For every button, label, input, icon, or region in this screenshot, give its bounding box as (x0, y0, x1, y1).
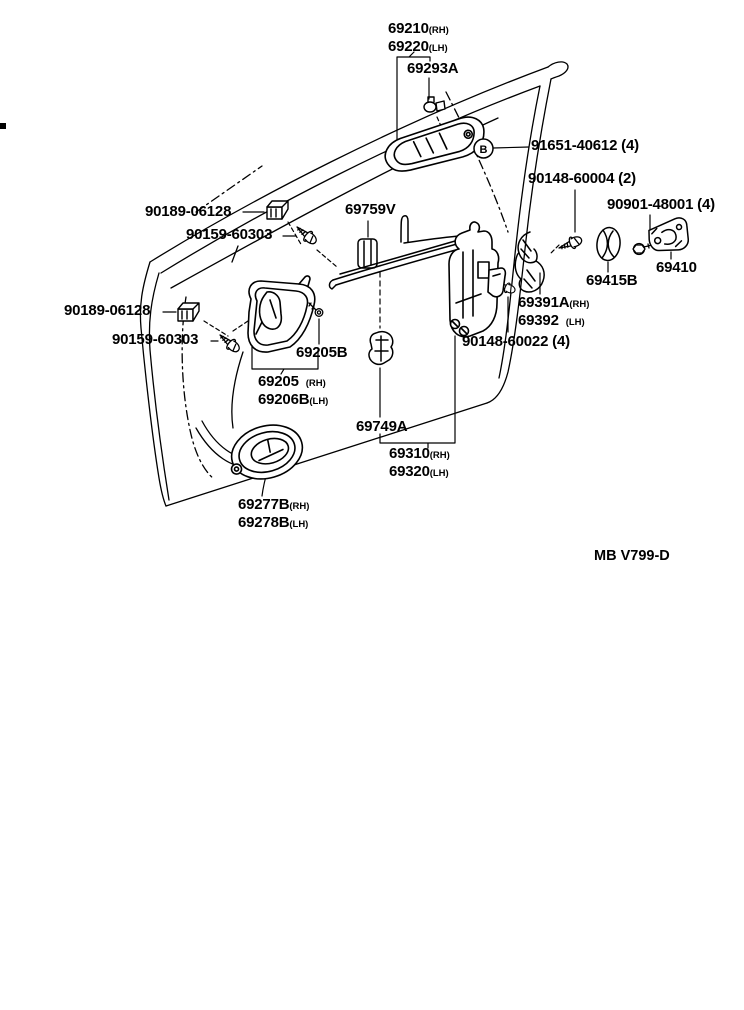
check-screw-drawing (557, 234, 584, 254)
part-label-handle-clip: 69293A (407, 60, 459, 77)
figure-code: MB V799-D (594, 548, 670, 564)
circled-b-symbol (474, 139, 493, 158)
cable-clamp-drawing (369, 332, 393, 365)
handle-clip-drawing (424, 97, 445, 112)
screw-top-drawing (293, 222, 319, 247)
interior-handle-drawing (248, 276, 315, 352)
part-label-door-check: 69391A(RH) 69392 (LH) (518, 294, 590, 329)
striker-drawing (646, 216, 693, 256)
part-label-clip-left: 90189-06128 (64, 302, 151, 319)
part-label-clip-top: 90189-06128 (145, 203, 232, 220)
part-label-bezel: 69277B(RH) 69278B(LH) (238, 496, 310, 531)
part-label-interior-handle: 69205 (RH) 69206B(LH) (258, 373, 329, 408)
part-label-check-screw: 90148-60004 (2) (528, 170, 636, 187)
screw-left-drawing (216, 330, 242, 355)
part-label-exterior-handle: 69210(RH) 69220(LH) (388, 20, 449, 55)
clip-top-drawing (267, 201, 288, 219)
part-label-lock-assembly: 69310(RH) 69320(LH) (389, 445, 450, 480)
part-label-striker-cover: 69415B (586, 272, 638, 289)
part-label-lock-screw: 90148-60022 (4) (462, 333, 570, 350)
part-label-striker: 69410 (656, 259, 697, 276)
part-label-striker-bolt: 90901-48001 (4) (607, 196, 715, 213)
clip-left-drawing (178, 303, 199, 321)
bezel-drawing (222, 417, 308, 488)
part-label-screw-left: 90159-60303 (112, 331, 199, 348)
svg-text:B: B (479, 144, 488, 156)
part-label-frame-garnish: 69759V (345, 201, 396, 218)
part-label-cable-clamp: 69749A (356, 418, 408, 435)
part-label-screw-top: 90159-60303 (186, 226, 273, 243)
lock-assembly-drawing (449, 222, 505, 337)
margin-mark (0, 123, 6, 129)
part-label-inner-handle-screw: 69205B (296, 344, 348, 361)
striker-cover-drawing (595, 226, 621, 261)
part-label-handle-screw: 91651-40612 (4) (531, 137, 639, 154)
